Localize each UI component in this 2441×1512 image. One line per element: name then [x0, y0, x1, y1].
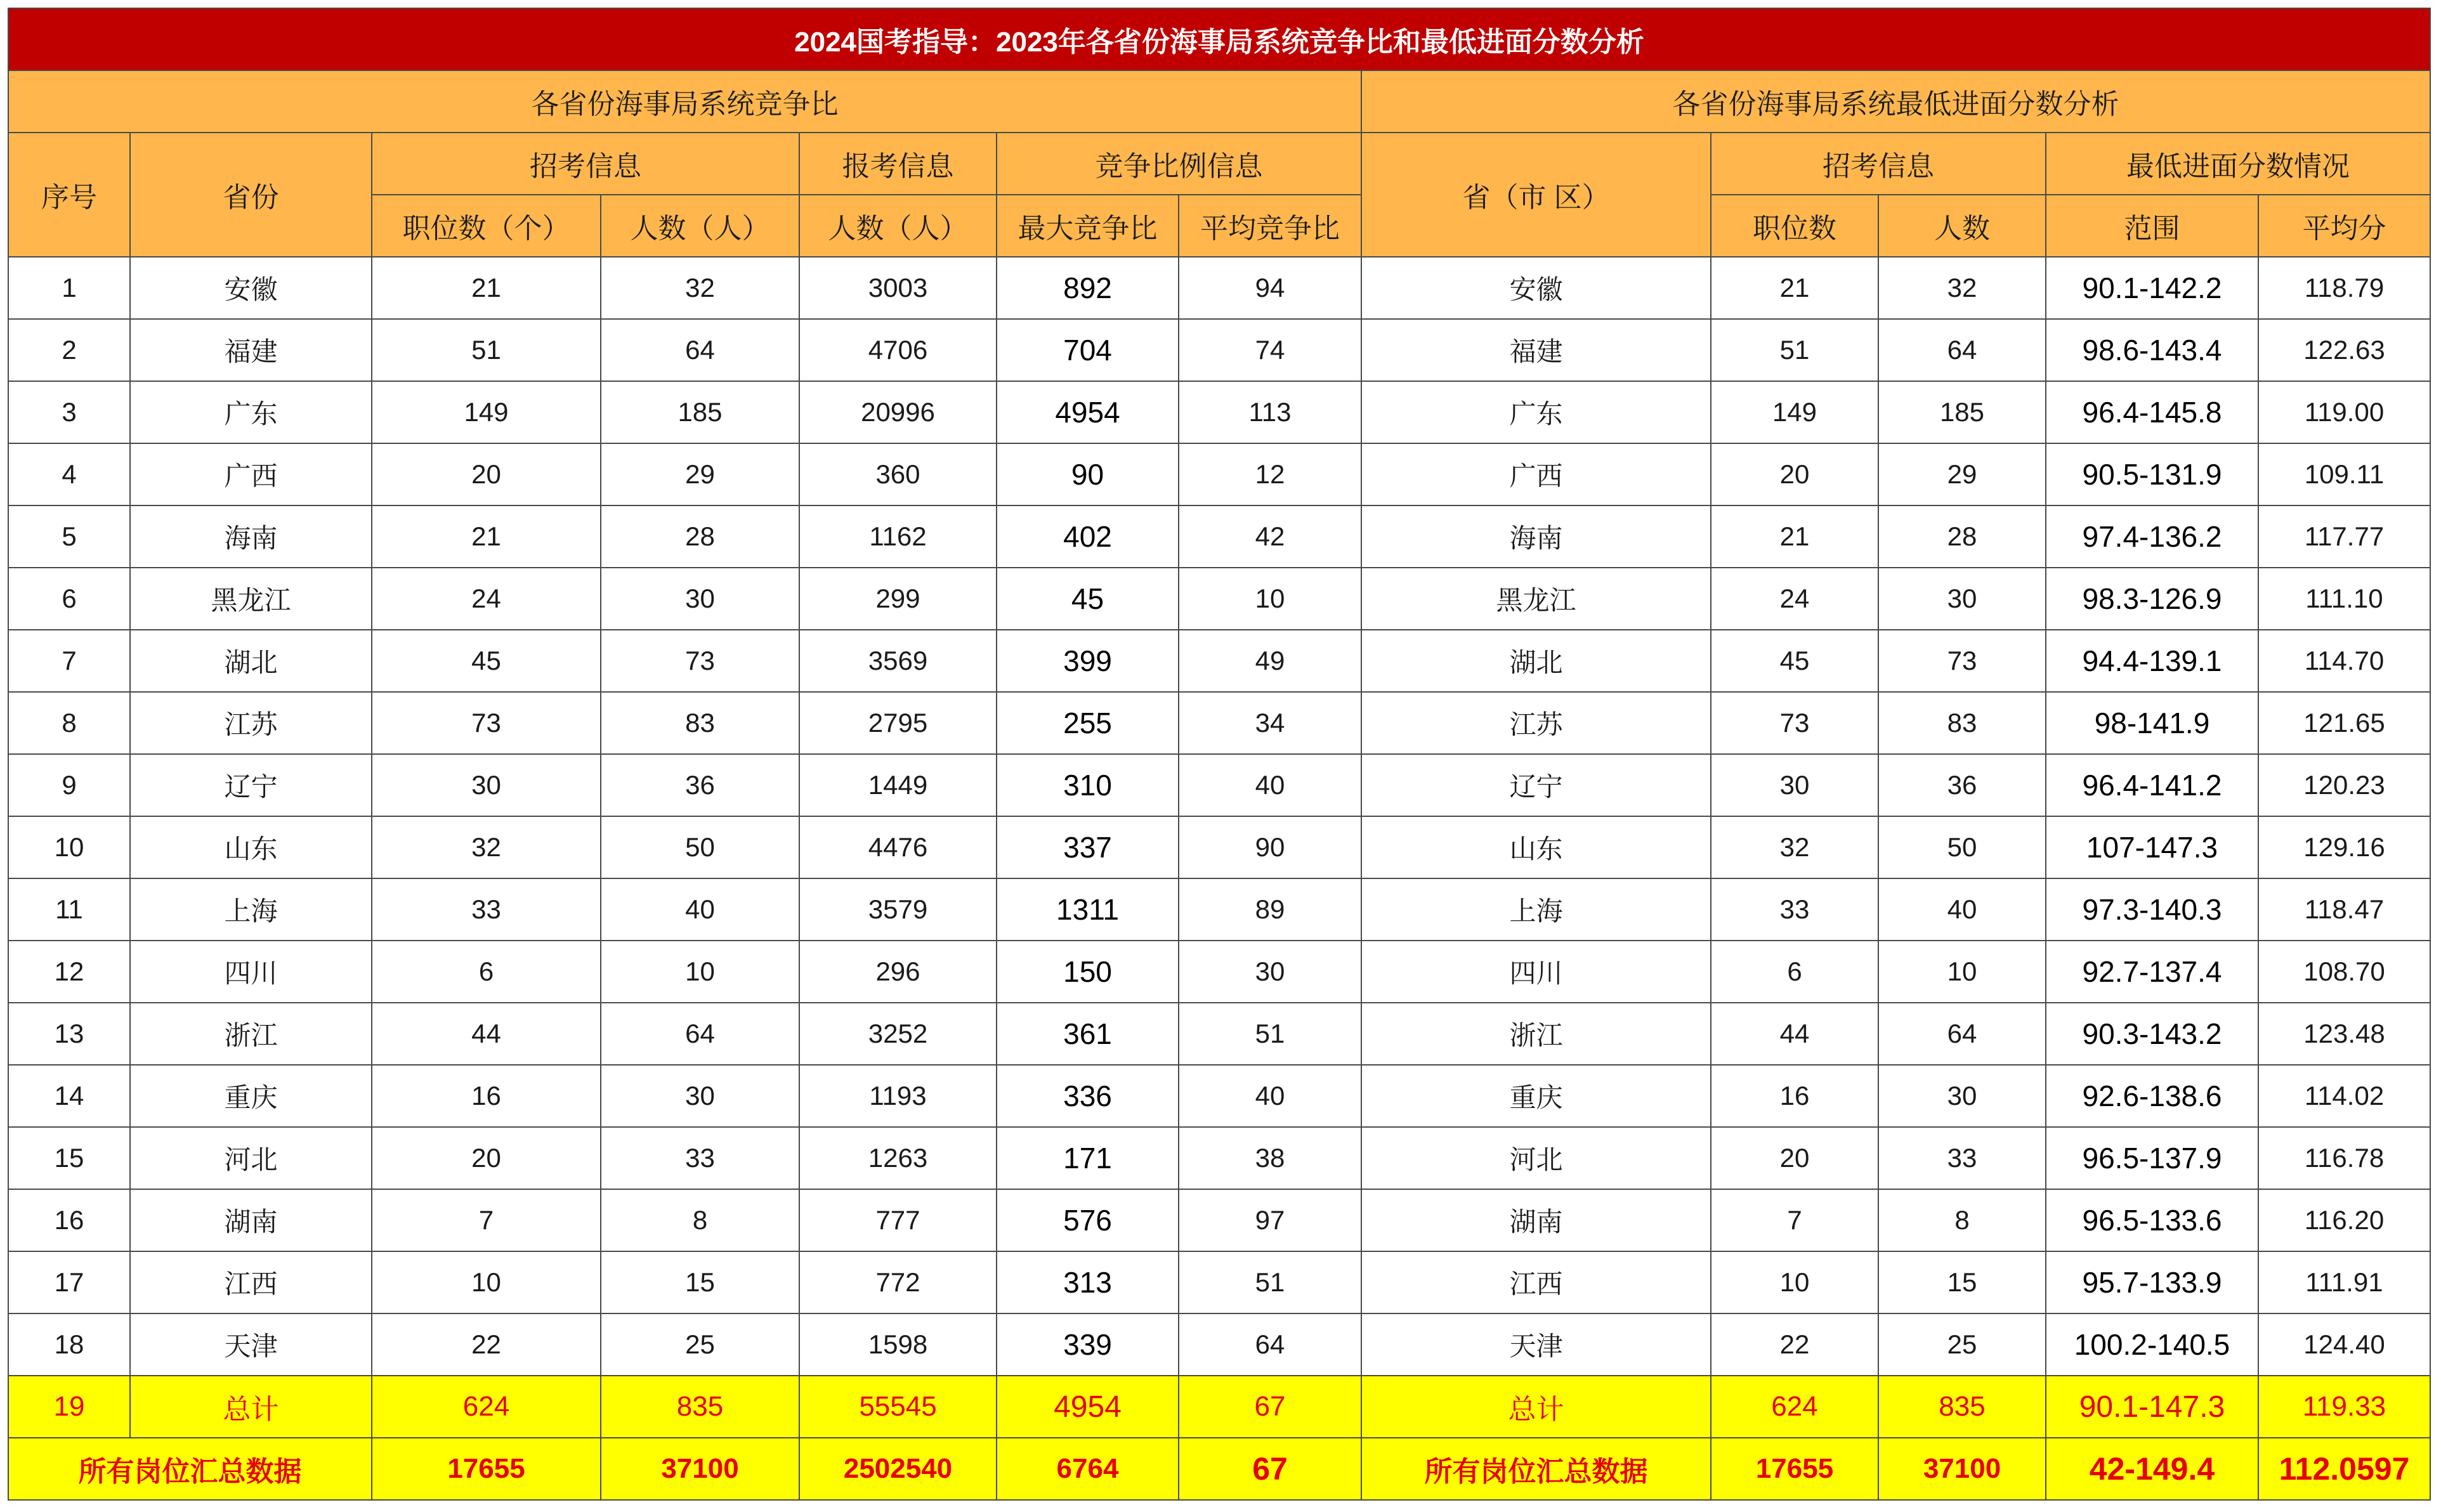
cell-r-people: 30: [1878, 1065, 2046, 1127]
cell-positions: 44: [372, 1003, 601, 1065]
cell-avg-ratio: 113: [1179, 381, 1361, 443]
cell-range: 98-141.9: [2046, 692, 2258, 754]
cell-applicants: 1598: [799, 1313, 997, 1376]
cell-region: 山东: [1361, 816, 1711, 878]
cell-province: 海南: [130, 505, 372, 568]
cell-people: 28: [601, 505, 799, 568]
table-row: [8, 941, 2430, 1003]
cell-region: 河北: [1361, 1127, 1711, 1189]
cell-positions: 45: [372, 630, 601, 692]
cell-avg-ratio: 12: [1179, 443, 1361, 505]
total-max-ratio: 4954: [997, 1376, 1179, 1438]
cell-region: 江西: [1361, 1251, 1711, 1313]
competition-ratio-table: [8, 8, 2431, 1501]
cell-region: 福建: [1361, 319, 1711, 381]
cell-r-positions: 44: [1711, 1003, 1878, 1065]
header-recruit-info-right: 招考信息: [1711, 133, 2046, 195]
total-positions: 624: [372, 1376, 601, 1438]
cell-range: 90.1-142.2: [2046, 257, 2258, 319]
cell-range: 96.4-141.2: [2046, 754, 2258, 816]
cell-people: 29: [601, 443, 799, 505]
table-row: [8, 878, 2430, 941]
header-avg-ratio: 平均竞争比: [1179, 195, 1361, 257]
cell-seq: 8: [8, 692, 130, 754]
cell-applicants: 3569: [799, 630, 997, 692]
cell-r-positions: 16: [1711, 1065, 1878, 1127]
cell-applicants: 772: [799, 1251, 997, 1313]
cell-max-ratio: 361: [997, 1003, 1179, 1065]
cell-range: 98.3-126.9: [2046, 568, 2258, 630]
cell-province: 福建: [130, 319, 372, 381]
cell-people: 185: [601, 381, 799, 443]
header-province: 省份: [130, 133, 372, 257]
cell-r-people: 64: [1878, 1003, 2046, 1065]
table-row: [8, 1127, 2430, 1189]
cell-province: 重庆: [130, 1065, 372, 1127]
cell-positions: 6: [372, 941, 601, 1003]
cell-region: 海南: [1361, 505, 1711, 568]
header-range: 范围: [2046, 195, 2258, 257]
cell-province: 江苏: [130, 692, 372, 754]
cell-people: 64: [601, 1003, 799, 1065]
table-row: [8, 1189, 2430, 1251]
table-row: [8, 630, 2430, 692]
cell-r-people: 33: [1878, 1127, 2046, 1189]
cell-positions: 21: [372, 505, 601, 568]
cell-range: 92.6-138.6: [2046, 1065, 2258, 1127]
cell-seq: 2: [8, 319, 130, 381]
header-positions: 职位数: [1711, 195, 1878, 257]
cell-r-people: 185: [1878, 381, 2046, 443]
cell-max-ratio: 313: [997, 1251, 1179, 1313]
total-r-people: 835: [1878, 1376, 2046, 1438]
cell-province: 山东: [130, 816, 372, 878]
cell-range: 96.5-133.6: [2046, 1189, 2258, 1251]
cell-r-positions: 20: [1711, 443, 1878, 505]
cell-r-people: 30: [1878, 568, 2046, 630]
cell-range: 90.5-131.9: [2046, 443, 2258, 505]
cell-region: 湖南: [1361, 1189, 1711, 1251]
cell-positions: 51: [372, 319, 601, 381]
cell-applicants: 1449: [799, 754, 997, 816]
cell-r-positions: 45: [1711, 630, 1878, 692]
cell-range: 90.3-143.2: [2046, 1003, 2258, 1065]
cell-avg-score: 119.00: [2258, 381, 2430, 443]
cell-avg-ratio: 74: [1179, 319, 1361, 381]
cell-seq: 17: [8, 1251, 130, 1313]
header-seq: 序号: [8, 133, 130, 257]
table-row: [8, 568, 2430, 630]
table-row: [8, 754, 2430, 816]
header-max-ratio: 最大竞争比: [997, 195, 1179, 257]
cell-seq: 3: [8, 381, 130, 443]
cell-seq: 7: [8, 630, 130, 692]
total-row: [8, 1376, 2430, 1438]
cell-range: 96.4-145.8: [2046, 381, 2258, 443]
cell-avg-score: 116.78: [2258, 1127, 2430, 1189]
cell-seq: 15: [8, 1127, 130, 1189]
cell-positions: 10: [372, 1251, 601, 1313]
table-row: [8, 319, 2430, 381]
summary-row: [8, 1438, 2430, 1500]
cell-r-people: 32: [1878, 257, 2046, 319]
cell-max-ratio: 336: [997, 1065, 1179, 1127]
cell-r-positions: 51: [1711, 319, 1878, 381]
total-avg-score: 119.33: [2258, 1376, 2430, 1438]
table-row: [8, 1313, 2430, 1376]
cell-positions: 149: [372, 381, 601, 443]
cell-max-ratio: 576: [997, 1189, 1179, 1251]
cell-max-ratio: 399: [997, 630, 1179, 692]
cell-seq: 9: [8, 754, 130, 816]
table-row: [8, 257, 2430, 319]
cell-avg-score: 114.02: [2258, 1065, 2430, 1127]
cell-people: 83: [601, 692, 799, 754]
cell-r-positions: 24: [1711, 568, 1878, 630]
cell-region: 四川: [1361, 941, 1711, 1003]
cell-range: 94.4-139.1: [2046, 630, 2258, 692]
cell-r-positions: 32: [1711, 816, 1878, 878]
summary-positions: 17655: [372, 1438, 601, 1500]
summary-r-people: 37100: [1878, 1438, 2046, 1500]
cell-seq: 14: [8, 1065, 130, 1127]
cell-max-ratio: 1311: [997, 878, 1179, 941]
total-applicants: 55545: [799, 1376, 997, 1438]
summary-label-right: 所有岗位汇总数据: [1361, 1438, 1711, 1500]
cell-province: 安徽: [130, 257, 372, 319]
cell-avg-ratio: 51: [1179, 1251, 1361, 1313]
summary-avg-ratio: 67: [1179, 1438, 1361, 1500]
cell-province: 四川: [130, 941, 372, 1003]
header-ratio-info: 竞争比例信息: [997, 133, 1361, 195]
cell-region: 广东: [1361, 381, 1711, 443]
cell-applicants: 3003: [799, 257, 997, 319]
cell-r-positions: 149: [1711, 381, 1878, 443]
cell-applicants: 1193: [799, 1065, 997, 1127]
cell-r-people: 28: [1878, 505, 2046, 568]
total-avg-ratio: 67: [1179, 1376, 1361, 1438]
cell-seq: 16: [8, 1189, 130, 1251]
cell-applicants: 1263: [799, 1127, 997, 1189]
cell-avg-score: 124.40: [2258, 1313, 2430, 1376]
cell-province: 广东: [130, 381, 372, 443]
table-row: [8, 505, 2430, 568]
cell-avg-score: 109.11: [2258, 443, 2430, 505]
cell-region: 广西: [1361, 443, 1711, 505]
cell-r-positions: 7: [1711, 1189, 1878, 1251]
cell-people: 40: [601, 878, 799, 941]
cell-r-positions: 33: [1711, 878, 1878, 941]
cell-max-ratio: 45: [997, 568, 1179, 630]
cell-r-positions: 73: [1711, 692, 1878, 754]
cell-r-people: 40: [1878, 878, 2046, 941]
cell-positions: 73: [372, 692, 601, 754]
table-row: [8, 1065, 2430, 1127]
cell-r-positions: 10: [1711, 1251, 1878, 1313]
cell-avg-score: 129.16: [2258, 816, 2430, 878]
cell-avg-score: 111.91: [2258, 1251, 2430, 1313]
cell-positions: 7: [372, 1189, 601, 1251]
cell-region: 湖北: [1361, 630, 1711, 692]
cell-seq: 10: [8, 816, 130, 878]
cell-positions: 16: [372, 1065, 601, 1127]
table-row: [8, 692, 2430, 754]
cell-province: 天津: [130, 1313, 372, 1376]
header-avg-score: 平均分: [2258, 195, 2430, 257]
cell-province: 河北: [130, 1127, 372, 1189]
cell-applicants: 1162: [799, 505, 997, 568]
cell-avg-ratio: 38: [1179, 1127, 1361, 1189]
cell-province: 浙江: [130, 1003, 372, 1065]
cell-positions: 24: [372, 568, 601, 630]
cell-range: 100.2-140.5: [2046, 1313, 2258, 1376]
cell-max-ratio: 402: [997, 505, 1179, 568]
header-recruit-info: 招考信息: [372, 133, 799, 195]
cell-avg-ratio: 49: [1179, 630, 1361, 692]
cell-applicants: 2795: [799, 692, 997, 754]
cell-seq: 13: [8, 1003, 130, 1065]
cell-max-ratio: 337: [997, 816, 1179, 878]
cell-avg-ratio: 51: [1179, 1003, 1361, 1065]
cell-avg-ratio: 97: [1179, 1189, 1361, 1251]
summary-max-ratio: 6764: [997, 1438, 1179, 1500]
total-seq: 19: [8, 1376, 130, 1438]
cell-seq: 5: [8, 505, 130, 568]
table-title: 2024国考指导：2023年各省份海事局系统竞争比和最低进面分数分析: [8, 8, 2430, 70]
cell-province: 黑龙江: [130, 568, 372, 630]
cell-max-ratio: 90: [997, 443, 1179, 505]
cell-people: 10: [601, 941, 799, 1003]
cell-people: 33: [601, 1127, 799, 1189]
header-apply-people-unit: 人数（人）: [799, 195, 997, 257]
cell-r-people: 25: [1878, 1313, 2046, 1376]
cell-applicants: 296: [799, 941, 997, 1003]
table-row: [8, 443, 2430, 505]
cell-positions: 22: [372, 1313, 601, 1376]
header-positions-unit: 职位数（个）: [372, 195, 601, 257]
cell-avg-ratio: 64: [1179, 1313, 1361, 1376]
cell-max-ratio: 255: [997, 692, 1179, 754]
cell-r-people: 83: [1878, 692, 2046, 754]
cell-r-people: 29: [1878, 443, 2046, 505]
total-r-positions: 624: [1711, 1376, 1878, 1438]
cell-avg-ratio: 90: [1179, 816, 1361, 878]
cell-r-people: 64: [1878, 319, 2046, 381]
cell-avg-ratio: 40: [1179, 1065, 1361, 1127]
cell-avg-score: 120.23: [2258, 754, 2430, 816]
cell-seq: 6: [8, 568, 130, 630]
cell-avg-score: 123.48: [2258, 1003, 2430, 1065]
cell-people: 25: [601, 1313, 799, 1376]
header-people-unit: 人数（人）: [601, 195, 799, 257]
cell-max-ratio: 310: [997, 754, 1179, 816]
cell-province: 辽宁: [130, 754, 372, 816]
header-region: 省（市 区）: [1361, 133, 1711, 257]
cell-region: 上海: [1361, 878, 1711, 941]
header-apply-info: 报考信息: [799, 133, 997, 195]
cell-applicants: 20996: [799, 381, 997, 443]
cell-max-ratio: 704: [997, 319, 1179, 381]
cell-r-positions: 22: [1711, 1313, 1878, 1376]
cell-r-people: 10: [1878, 941, 2046, 1003]
cell-seq: 12: [8, 941, 130, 1003]
cell-avg-score: 117.77: [2258, 505, 2430, 568]
cell-region: 辽宁: [1361, 754, 1711, 816]
cell-people: 50: [601, 816, 799, 878]
cell-avg-score: 121.65: [2258, 692, 2430, 754]
cell-r-people: 36: [1878, 754, 2046, 816]
cell-avg-ratio: 30: [1179, 941, 1361, 1003]
header-score-info: 最低进面分数情况: [2046, 133, 2430, 195]
cell-avg-ratio: 42: [1179, 505, 1361, 568]
cell-avg-ratio: 34: [1179, 692, 1361, 754]
cell-province: 湖北: [130, 630, 372, 692]
cell-avg-score: 122.63: [2258, 319, 2430, 381]
cell-seq: 4: [8, 443, 130, 505]
cell-seq: 18: [8, 1313, 130, 1376]
cell-avg-ratio: 94: [1179, 257, 1361, 319]
cell-province: 上海: [130, 878, 372, 941]
cell-region: 黑龙江: [1361, 568, 1711, 630]
cell-applicants: 360: [799, 443, 997, 505]
summary-applicants: 2502540: [799, 1438, 997, 1500]
cell-region: 重庆: [1361, 1065, 1711, 1127]
cell-range: 95.7-133.9: [2046, 1251, 2258, 1313]
cell-seq: 11: [8, 878, 130, 941]
cell-max-ratio: 892: [997, 257, 1179, 319]
cell-people: 8: [601, 1189, 799, 1251]
cell-avg-score: 118.79: [2258, 257, 2430, 319]
cell-applicants: 4706: [799, 319, 997, 381]
cell-max-ratio: 171: [997, 1127, 1179, 1189]
cell-applicants: 3579: [799, 878, 997, 941]
cell-avg-ratio: 40: [1179, 754, 1361, 816]
cell-avg-score: 118.47: [2258, 878, 2430, 941]
cell-max-ratio: 339: [997, 1313, 1179, 1376]
cell-max-ratio: 4954: [997, 381, 1179, 443]
cell-r-people: 8: [1878, 1189, 2046, 1251]
cell-applicants: 299: [799, 568, 997, 630]
summary-label: 所有岗位汇总数据: [8, 1438, 372, 1500]
cell-range: 96.5-137.9: [2046, 1127, 2258, 1189]
cell-province: 湖南: [130, 1189, 372, 1251]
cell-avg-score: 111.10: [2258, 568, 2430, 630]
summary-people: 37100: [601, 1438, 799, 1500]
cell-r-positions: 21: [1711, 257, 1878, 319]
cell-r-positions: 6: [1711, 941, 1878, 1003]
cell-r-positions: 20: [1711, 1127, 1878, 1189]
cell-range: 97.3-140.3: [2046, 878, 2258, 941]
cell-range: 97.4-136.2: [2046, 505, 2258, 568]
cell-region: 浙江: [1361, 1003, 1711, 1065]
total-region: 总计: [1361, 1376, 1711, 1438]
cell-avg-score: 108.70: [2258, 941, 2430, 1003]
cell-people: 64: [601, 319, 799, 381]
cell-applicants: 777: [799, 1189, 997, 1251]
left-section-header: 各省份海事局系统竞争比: [8, 70, 1361, 133]
cell-province: 广西: [130, 443, 372, 505]
cell-r-positions: 30: [1711, 754, 1878, 816]
table-row: [8, 1251, 2430, 1313]
cell-range: 92.7-137.4: [2046, 941, 2258, 1003]
cell-positions: 32: [372, 816, 601, 878]
cell-r-people: 15: [1878, 1251, 2046, 1313]
table-row: [8, 816, 2430, 878]
table-row: [8, 1003, 2430, 1065]
cell-applicants: 3252: [799, 1003, 997, 1065]
table-row: [8, 381, 2430, 443]
cell-region: 天津: [1361, 1313, 1711, 1376]
cell-positions: 21: [372, 257, 601, 319]
cell-range: 98.6-143.4: [2046, 319, 2258, 381]
cell-max-ratio: 150: [997, 941, 1179, 1003]
cell-r-people: 73: [1878, 630, 2046, 692]
right-section-header: 各省份海事局系统最低进面分数分析: [1361, 70, 2430, 133]
summary-r-positions: 17655: [1711, 1438, 1878, 1500]
cell-positions: 20: [372, 443, 601, 505]
cell-seq: 1: [8, 257, 130, 319]
total-range: 90.1-147.3: [2046, 1376, 2258, 1438]
cell-people: 30: [601, 568, 799, 630]
header-people: 人数: [1878, 195, 2046, 257]
total-province: 总计: [130, 1376, 372, 1438]
summary-range: 42-149.4: [2046, 1438, 2258, 1500]
cell-r-people: 50: [1878, 816, 2046, 878]
cell-people: 73: [601, 630, 799, 692]
cell-r-positions: 21: [1711, 505, 1878, 568]
summary-avg-score: 112.0597: [2258, 1438, 2430, 1500]
cell-avg-ratio: 10: [1179, 568, 1361, 630]
cell-applicants: 4476: [799, 816, 997, 878]
cell-positions: 20: [372, 1127, 601, 1189]
cell-positions: 33: [372, 878, 601, 941]
cell-avg-score: 114.70: [2258, 630, 2430, 692]
cell-region: 安徽: [1361, 257, 1711, 319]
total-people: 835: [601, 1376, 799, 1438]
cell-positions: 30: [372, 754, 601, 816]
cell-region: 江苏: [1361, 692, 1711, 754]
cell-avg-score: 116.20: [2258, 1189, 2430, 1251]
cell-province: 江西: [130, 1251, 372, 1313]
cell-people: 15: [601, 1251, 799, 1313]
cell-people: 30: [601, 1065, 799, 1127]
cell-people: 36: [601, 754, 799, 816]
cell-range: 107-147.3: [2046, 816, 2258, 878]
cell-avg-ratio: 89: [1179, 878, 1361, 941]
cell-people: 32: [601, 257, 799, 319]
